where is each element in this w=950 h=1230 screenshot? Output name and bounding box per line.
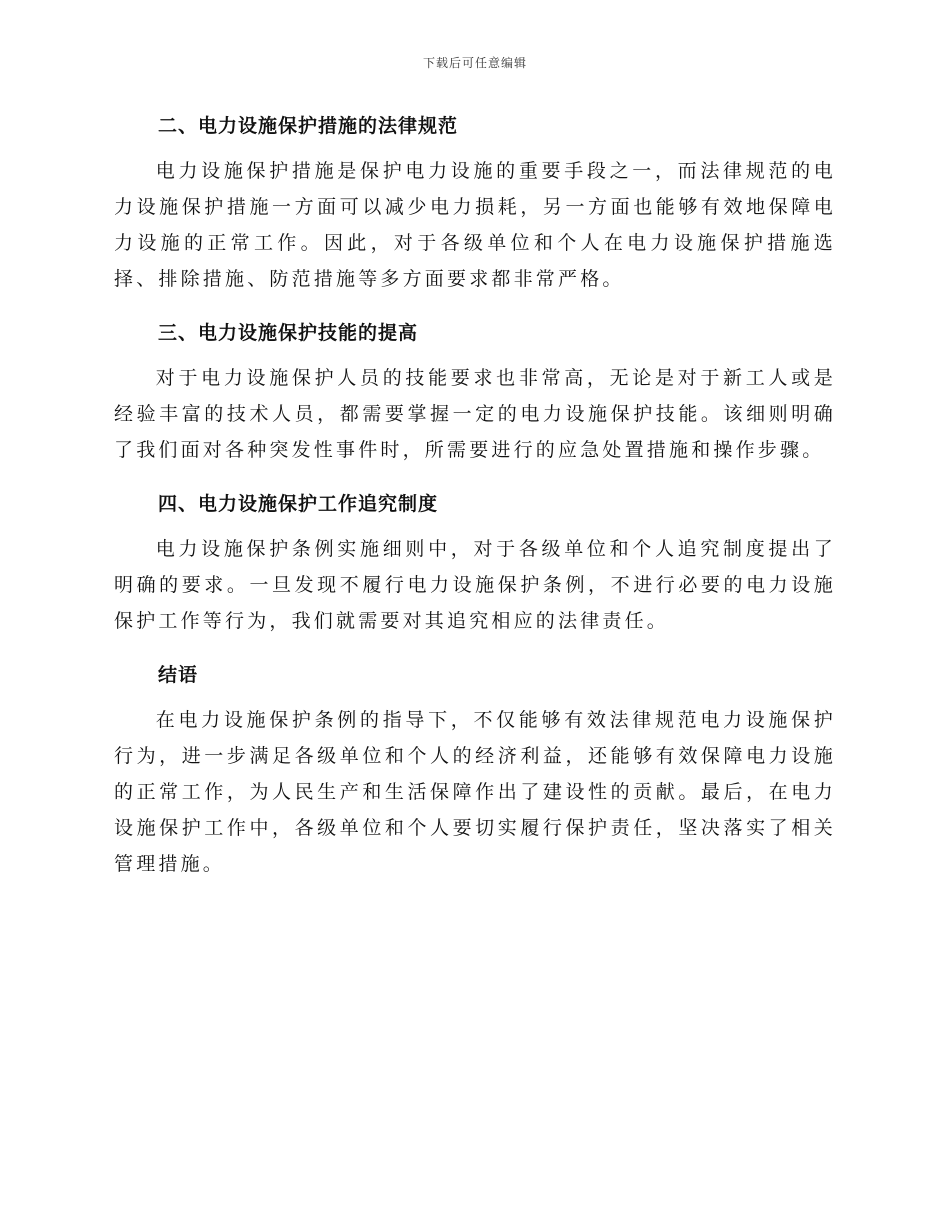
- section-paragraph-4: 电力设施保护条例实施细则中，对于各级单位和个人追究制度提出了明确的要求。一旦发现不履行电力设施保护条例，不进行必要的电力设施保护工作等行为，我们就需要对其追究相应的法律责任。: [114, 538, 836, 632]
- section-paragraph-2: 电力设施保护措施是保护电力设施的重要手段之一，而法律规范的电力设施保护措施一方面可以减少电力损耗，另一方面也能够有效地保障电力设施的正常工作。因此，对于各级单位和个人在电力设施保护措施选择、排除措施、防范措施等多方面要求都非常严格。: [114, 160, 836, 290]
- conclusion-paragraph: 在电力设施保护条例的指导下，不仅能够有效法律规范电力设施保护行为，进一步满足各级单位和个人的经济利益，还能够有效保障电力设施的正常工作，为人民生产和生活保障作出了建设性的贡献。最后，在电力设施保护工作中，各级单位和个人要切实履行保护责任，坚决落实了相关管理措施。: [114, 709, 836, 875]
- conclusion-heading: 结语: [158, 664, 199, 686]
- page-header: 下载后可任意编辑: [422, 56, 527, 70]
- section-heading-3: 三、电力设施保护技能的提高: [158, 322, 419, 344]
- section-heading-2: 二、电力设施保护措施的法律规范: [158, 115, 459, 137]
- document-body: [114, 108, 836, 900]
- section-heading-4: 四、电力设施保护工作追究制度: [158, 493, 439, 515]
- section-paragraph-3: 对于电力设施保护人员的技能要求也非常高，无论是对于新工人或是经验丰富的技术人员，都需要掌握一定的电力设施保护技能。该细则明确了我们面对各种突发性事件时，所需要进行的应急处置措施和操作步骤。: [114, 367, 836, 461]
